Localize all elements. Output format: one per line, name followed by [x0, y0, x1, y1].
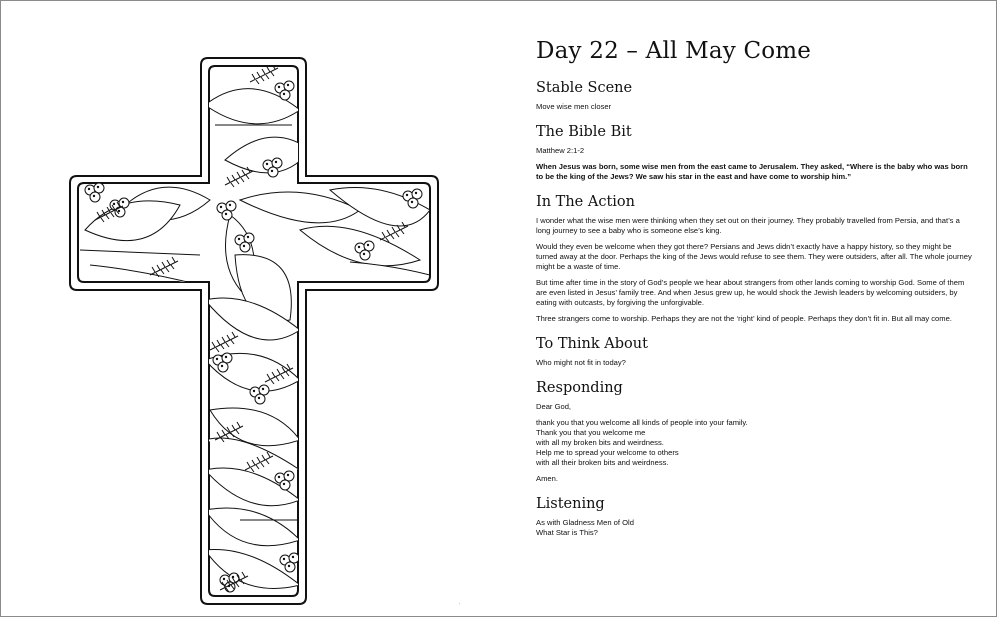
action-paragraph: Three strangers come to worship. Perhaps they are not the ‘right’ kind of people. Perhaps they don’t fit in. But all may come.: [536, 314, 952, 323]
listening-heading: Listening: [536, 496, 605, 512]
page-mark: .: [459, 600, 461, 606]
cross-coloring-illustration: [60, 50, 440, 605]
to-think-about-section: [536, 336, 972, 368]
action-paragraph: I wonder what the wise men were thinking when they set out on their journey. They probably travelled from Persia, and that’s a long journey to see a baby who is someone else’s king.: [536, 216, 960, 235]
listening-section: [536, 496, 972, 538]
prayer-line: Help me to spread your welcome to others: [536, 448, 679, 457]
in-the-action-heading: In The Action: [536, 194, 636, 210]
prayer-line: with all my broken bits and weirdness.: [536, 438, 664, 447]
stable-scene-heading: Stable Scene: [536, 80, 633, 96]
bible-verse: When Jesus was born, some wise men from the east came to Jerusalem. They asked, “Where is the baby who was born to be the king of the Jews? We saw his star in the east and have come to worship him.”: [536, 162, 968, 181]
responding-heading: Responding: [536, 380, 623, 396]
prayer-salutation: Dear God,: [536, 402, 572, 411]
bible-reference: Matthew 2:1-2: [536, 146, 585, 155]
prayer-line: Thank you that you welcome me: [536, 428, 646, 437]
devotional-text-column: [536, 38, 972, 550]
prayer-lines: [536, 418, 972, 468]
responding-section: [536, 380, 972, 484]
to-think-about-text: Who might not fit in today?: [536, 358, 626, 367]
bible-bit-heading: The Bible Bit: [536, 124, 632, 140]
action-paragraph: Would they even be welcome when they got there? Persians and Jews didn’t exactly have a happy history, so they might be turned away at the door. Perhaps the king of the Jews would refuse to see them. They were outsiders, after all. The whole journey might be a waste of time.: [536, 242, 972, 271]
song-list: [536, 518, 972, 538]
in-the-action-section: [536, 194, 972, 324]
page-title: Day 22 – All May Come: [536, 38, 812, 64]
prayer-line: with all their broken bits and weirdness.: [536, 458, 669, 467]
stable-scene-text: Move wise men closer: [536, 102, 612, 111]
bible-bit-section: [536, 124, 972, 182]
song-title: What Star is This?: [536, 528, 598, 537]
prayer-closing: Amen.: [536, 474, 558, 483]
action-paragraph: But time after time in the story of God’s people we hear about strangers from other lands coming to worship God. Some of them are even listed in Jesus’ family tree. And when Jesus grew up, he would shock the Jewish leaders by welcoming outsiders, by eating with outcasts, by forgiving the unforgivable.: [536, 278, 965, 307]
song-title: As with Gladness Men of Old: [536, 518, 634, 527]
prayer-line: thank you that you welcome all kinds of people into your family.: [536, 418, 748, 427]
stable-scene-section: [536, 80, 972, 112]
to-think-about-heading: To Think About: [536, 336, 648, 352]
